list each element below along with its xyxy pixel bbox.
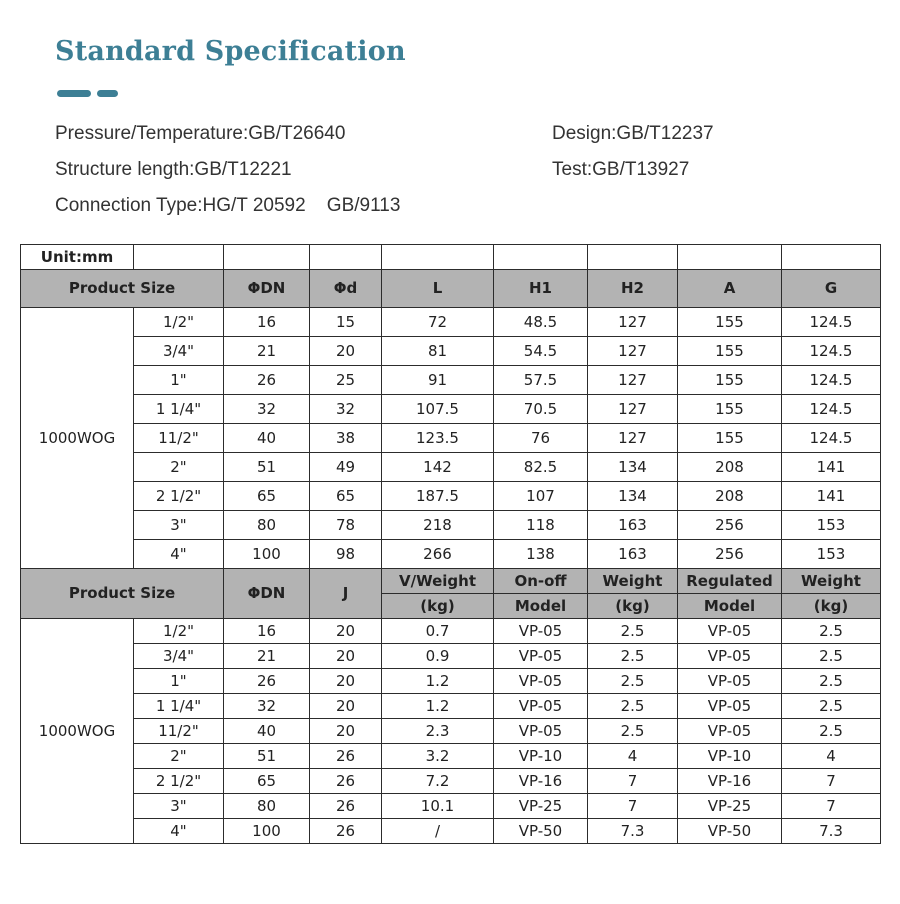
table1-cell: 32 [224,395,310,424]
table1-cell: 208 [678,482,782,511]
table2-cell: 20 [310,619,382,644]
table1-cell: 16 [224,308,310,337]
table2-cell: 32 [224,694,310,719]
table1-row [21,453,881,482]
table2-cell: 4 [782,744,881,769]
table2-cell: 26 [310,769,382,794]
table2-cell: VP-16 [494,769,588,794]
table2-cell: 4 [588,744,678,769]
table2-cell: 100 [224,819,310,844]
table2-size-cell: 2" [134,744,224,769]
table2-cell: 26 [310,794,382,819]
table1-row [21,540,881,569]
table1-size-cell: 1 1/4" [134,395,224,424]
table2-cell: VP-05 [678,694,782,719]
table1-col-header: H1 [494,270,588,308]
table2-row [21,719,881,744]
table1-cell: 256 [678,511,782,540]
table2-cell: 2.5 [588,644,678,669]
table1-col-header: A [678,270,782,308]
table1-cell: 141 [782,453,881,482]
table2-row [21,619,881,644]
table1-cell: 127 [588,424,678,453]
table2-cell: 2.5 [588,719,678,744]
table2-cell: VP-05 [494,669,588,694]
table1-cell: 141 [782,482,881,511]
table1-size-cell: 3/4" [134,337,224,366]
table1-cell: 20 [310,337,382,366]
table1-size-cell: 3" [134,511,224,540]
table1-cell: 163 [588,511,678,540]
table2-cell: 7 [782,794,881,819]
table2-cell: 2.5 [588,669,678,694]
table1-cell: 80 [224,511,310,540]
table1-cell: 155 [678,337,782,366]
table1-cell: 91 [382,366,494,395]
spec-structure: Structure length:GB/T12221 [55,159,292,180]
table2-cell: VP-05 [678,644,782,669]
table2-cell: 2.5 [588,694,678,719]
table2-size-cell: 3" [134,794,224,819]
table2-size-cell: 1 1/4" [134,694,224,719]
table1-cell: 107 [494,482,588,511]
table2-cell: 7 [588,794,678,819]
table1-cell: 21 [224,337,310,366]
page-title: Standard Specification [55,36,406,67]
table1-cell: 124.5 [782,424,881,453]
table1-size-cell: 2" [134,453,224,482]
table2-size-cell: 1" [134,669,224,694]
table2-col-subheader: Model [678,594,782,619]
table1-row [21,511,881,540]
table1-cell: 40 [224,424,310,453]
table2-cell: 26 [224,669,310,694]
unit-row [21,245,881,270]
table2-cell: 20 [310,644,382,669]
table1-cell: 82.5 [494,453,588,482]
table1-col-header: G [782,270,881,308]
table2-cell: VP-05 [494,719,588,744]
table2-cell: / [382,819,494,844]
spec-design: Design:GB/T12237 [552,123,714,144]
table2-cell: 65 [224,769,310,794]
table2-size-cell: 4" [134,819,224,844]
table2-cell: VP-05 [678,719,782,744]
table1-cell: 153 [782,511,881,540]
spec-test: Test:GB/T13927 [552,159,690,180]
spec-connection: Connection Type:HG/T 20592 GB/9113 [55,195,401,216]
table2-size-cell: 2 1/2" [134,769,224,794]
table2-cell: 3.2 [382,744,494,769]
spec-pressure: Pressure/Temperature:GB/T26640 [55,123,346,144]
table2-cell: 7.2 [382,769,494,794]
table1-size-cell: 2 1/2" [134,482,224,511]
table1-row [21,337,881,366]
table2-cell: 7.3 [588,819,678,844]
table2-cell: VP-16 [678,769,782,794]
table1-cell: 65 [310,482,382,511]
table1-row [21,482,881,511]
table1-cell: 142 [382,453,494,482]
table1-cell: 26 [224,366,310,395]
table1-col-header: Φd [310,270,382,308]
table2-col-subheader: (kg) [382,594,494,619]
table1-model-cell: 1000WOG [21,308,134,569]
table2-cell: 26 [310,744,382,769]
table2-cell: VP-05 [678,669,782,694]
table2-row [21,744,881,769]
table2-cell: 1.2 [382,669,494,694]
table2-col-header: V/Weight [382,569,494,594]
table1-header-row [21,270,881,308]
table1-cell: 155 [678,424,782,453]
table2-col-subheader: Model [494,594,588,619]
table1-cell: 124.5 [782,395,881,424]
table2-cell: 10.1 [382,794,494,819]
table1-cell: 138 [494,540,588,569]
table1-cell: 155 [678,395,782,424]
table2-row [21,794,881,819]
table1-row [21,395,881,424]
table2-cell: 2.3 [382,719,494,744]
table2-cell: VP-05 [494,619,588,644]
table2-cell: 40 [224,719,310,744]
table1-cell: 256 [678,540,782,569]
table2-cell: VP-25 [494,794,588,819]
table1-cell: 76 [494,424,588,453]
table2-row [21,644,881,669]
table2-cell: VP-05 [494,644,588,669]
table2-cell: VP-05 [494,694,588,719]
table2-cell: VP-25 [678,794,782,819]
table1-cell: 266 [382,540,494,569]
table1-cell: 124.5 [782,308,881,337]
table1-cell: 65 [224,482,310,511]
table1-cell: 15 [310,308,382,337]
table1-cell: 163 [588,540,678,569]
table2-cell: VP-10 [678,744,782,769]
unit-label: Unit:mm [21,245,134,270]
table2-row [21,669,881,694]
table2-product-size-header: Product Size [21,569,224,619]
table1-cell: 48.5 [494,308,588,337]
table2-cell: 2.5 [782,719,881,744]
table2-header-row [21,569,881,594]
table1-cell: 25 [310,366,382,395]
table2-model-cell: 1000WOG [21,619,134,844]
title-accent-bar [57,90,91,97]
table2-cell: 7 [588,769,678,794]
table1-cell: 134 [588,482,678,511]
table2-cell: VP-50 [678,819,782,844]
table1-cell: 98 [310,540,382,569]
table2-col-header: J [310,569,382,619]
table1-col-header: ΦDN [224,270,310,308]
table2-cell: 2.5 [588,619,678,644]
table2-cell: 2.5 [782,619,881,644]
table1-cell: 127 [588,395,678,424]
table1-cell: 155 [678,308,782,337]
table2-size-cell: 3/4" [134,644,224,669]
table1-cell: 153 [782,540,881,569]
specification-table [20,244,881,844]
table2-col-subheader: (kg) [782,594,881,619]
table1-cell: 155 [678,366,782,395]
table1-cell: 134 [588,453,678,482]
table1-cell: 218 [382,511,494,540]
title-accent-bar-short [97,90,118,97]
table2-cell: 0.7 [382,619,494,644]
table2-col-header: Weight [588,569,678,594]
table1-cell: 124.5 [782,366,881,395]
table1-cell: 72 [382,308,494,337]
table1-size-cell: 1" [134,366,224,395]
table1-cell: 38 [310,424,382,453]
table1-cell: 70.5 [494,395,588,424]
table2-col-header: Weight [782,569,881,594]
table2-cell: 2.5 [782,644,881,669]
table1-cell: 49 [310,453,382,482]
table1-cell: 123.5 [382,424,494,453]
table1-cell: 124.5 [782,337,881,366]
table2-cell: 0.9 [382,644,494,669]
table1-cell: 208 [678,453,782,482]
table2-cell: 16 [224,619,310,644]
table2-col-header: On-off [494,569,588,594]
table2-cell: VP-10 [494,744,588,769]
table2-cell: 2.5 [782,694,881,719]
table2-col-header: ΦDN [224,569,310,619]
table2-cell: 7 [782,769,881,794]
table1-size-cell: 11/2" [134,424,224,453]
table2-size-cell: 11/2" [134,719,224,744]
table2-cell: 80 [224,794,310,819]
table2-cell: 7.3 [782,819,881,844]
table1-row [21,424,881,453]
table1-cell: 127 [588,308,678,337]
table1-cell: 187.5 [382,482,494,511]
table1-col-header: L [382,270,494,308]
table1-cell: 118 [494,511,588,540]
table1-col-header: H2 [588,270,678,308]
table2-cell: 20 [310,669,382,694]
table2-cell: VP-05 [678,619,782,644]
table1-cell: 54.5 [494,337,588,366]
table1-row [21,308,881,337]
table1-product-size-header: Product Size [21,270,224,308]
table2-cell: 20 [310,719,382,744]
table1-size-cell: 1/2" [134,308,224,337]
table1-cell: 100 [224,540,310,569]
table2-size-cell: 1/2" [134,619,224,644]
table1-cell: 78 [310,511,382,540]
table1-row [21,366,881,395]
table1-cell: 81 [382,337,494,366]
table1-size-cell: 4" [134,540,224,569]
table2-cell: 26 [310,819,382,844]
table1-cell: 32 [310,395,382,424]
table1-cell: 57.5 [494,366,588,395]
table2-cell: 2.5 [782,669,881,694]
table2-cell: 51 [224,744,310,769]
table2-cell: 20 [310,694,382,719]
table1-cell: 127 [588,337,678,366]
table2-row [21,819,881,844]
table1-cell: 51 [224,453,310,482]
table2-cell: 1.2 [382,694,494,719]
table1-cell: 127 [588,366,678,395]
table2-cell: 21 [224,644,310,669]
table2-cell: VP-50 [494,819,588,844]
table2-row [21,694,881,719]
table2-col-header: Regulated [678,569,782,594]
table1-cell: 107.5 [382,395,494,424]
table2-col-subheader: (kg) [588,594,678,619]
table2-row [21,769,881,794]
